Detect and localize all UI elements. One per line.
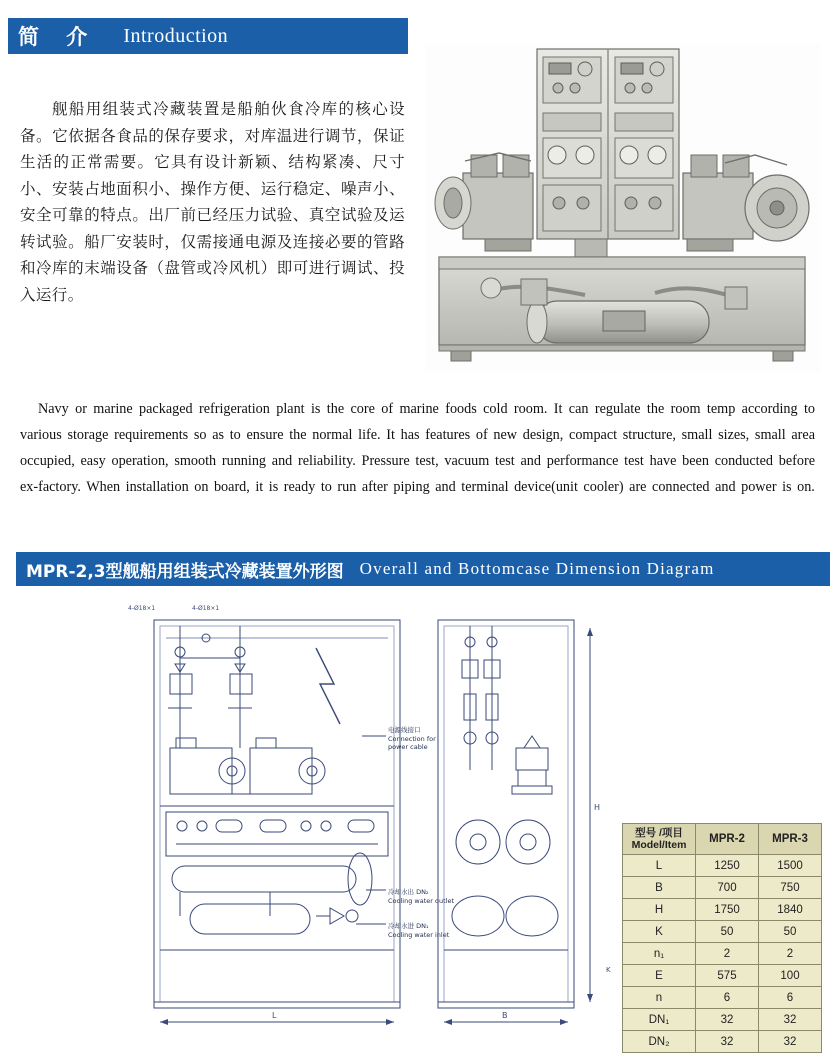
row-mpr2: 32 — [696, 1009, 759, 1031]
intro-title-cn: 简 介 — [18, 25, 98, 49]
table-row — [623, 921, 822, 943]
row-mpr2: 700 — [696, 877, 759, 899]
hole-note-2-label: 4-Ø18×1 — [192, 605, 220, 612]
row-mpr3: 32 — [759, 1031, 822, 1053]
table-header-row — [623, 824, 822, 855]
row-mpr2: 2 — [696, 943, 759, 965]
row-mpr2: 32 — [696, 1031, 759, 1053]
dimension-diagram — [120, 598, 640, 1038]
table-row — [623, 943, 822, 965]
cooling-water-outlet-label-en: Cooling water outlet — [388, 897, 454, 905]
dimension-title-en: Overall and Bottomcase Dimension Diagram — [359, 559, 715, 578]
power-cable-label-cn: 电源线接口 — [388, 726, 421, 734]
cooling-water-inlet-label-cn: 冷却水进 DN₁ — [388, 922, 429, 930]
dim-h-label: H — [594, 803, 601, 812]
table-header-model-en: Model/Item — [631, 839, 687, 851]
row-mpr2: 575 — [696, 965, 759, 987]
power-cable-label-en1: Connection for — [388, 735, 436, 743]
table-row — [623, 877, 822, 899]
row-item: n — [623, 987, 696, 1009]
intro-paragraph-en: Navy or marine packaged refrigeration plant is the core of marine foods cold room. It can regulate the room temp according to various storage requirements so as to ensure the normal life. It has features of new design, compact structure, small sizes, small area occupied, easy operation, smooth running and reliability. Pressure test, vacuum test and performance test have been conducted before ex-factory. When installation on board, it is ready to run after piping and terminal device(unit cooler) are connected and power is on. — [20, 401, 815, 495]
row-mpr2: 1750 — [696, 899, 759, 921]
table-row — [623, 965, 822, 987]
row-item: H — [623, 899, 696, 921]
table-row — [623, 1009, 822, 1031]
dim-k-label: K — [606, 966, 611, 974]
dimension-section-bar — [16, 552, 830, 586]
table-row — [623, 899, 822, 921]
row-mpr3: 1500 — [759, 855, 822, 877]
row-mpr3: 50 — [759, 921, 822, 943]
table-row — [623, 1031, 822, 1053]
hole-note-1-label: 4-Ø18×1 — [128, 605, 156, 612]
row-mpr2: 50 — [696, 921, 759, 943]
row-mpr3: 2 — [759, 943, 822, 965]
cooling-water-inlet-label-en: Cooling water inlet — [388, 931, 450, 939]
row-mpr2: 1250 — [696, 855, 759, 877]
specification-table — [622, 823, 822, 1053]
table-header-mpr2: MPR-2 — [696, 824, 759, 855]
row-mpr3: 750 — [759, 877, 822, 899]
row-mpr3: 32 — [759, 1009, 822, 1031]
cooling-water-outlet-label-cn: 冷却水出 DN₂ — [388, 888, 429, 896]
table-row — [623, 987, 822, 1009]
row-item: DN₁ — [623, 1009, 696, 1031]
power-cable-label-en2: power cable — [388, 743, 428, 751]
row-item: B — [623, 877, 696, 899]
row-item: n₁ — [623, 943, 696, 965]
table-header-model-cn: 型号 /项目 — [635, 827, 683, 839]
row-mpr3: 100 — [759, 965, 822, 987]
table-header-mpr3: MPR-3 — [759, 824, 822, 855]
row-mpr3: 1840 — [759, 899, 822, 921]
row-mpr2: 6 — [696, 987, 759, 1009]
table-row — [623, 855, 822, 877]
row-mpr3: 6 — [759, 987, 822, 1009]
intro-section-bar — [8, 18, 408, 54]
table-body — [623, 855, 822, 1053]
row-item: K — [623, 921, 696, 943]
row-item: E — [623, 965, 696, 987]
table-header-model — [623, 824, 696, 855]
product-photo — [425, 43, 820, 373]
intro-title-en: Introduction — [123, 24, 229, 47]
intro-paragraph-cn: 舰船用组装式冷藏装置是船舶伙食冷库的核心设备。它依据各食品的保存要求，对库温进行调节，保证生活的正常需要。它具有设计新颖、结构紧凑、尺寸小、安装占地面积小、操作方便、运行稳定、噪声小、安全可靠的特点。出厂前已经压力试验、真空试验及运转试验。船厂安装时，仅需接通电源及连接必要的管路和冷库的末端设备（盘管或冷风机）即可进行调试、投入运行。 — [20, 100, 405, 304]
dimension-title-cn: MPR-2,3型舰船用组装式冷藏装置外形图 — [26, 561, 344, 582]
row-item: L — [623, 855, 696, 877]
row-item: DN₂ — [623, 1031, 696, 1053]
dim-l-label: L — [272, 1011, 277, 1020]
dim-b-label: B — [502, 1011, 508, 1020]
